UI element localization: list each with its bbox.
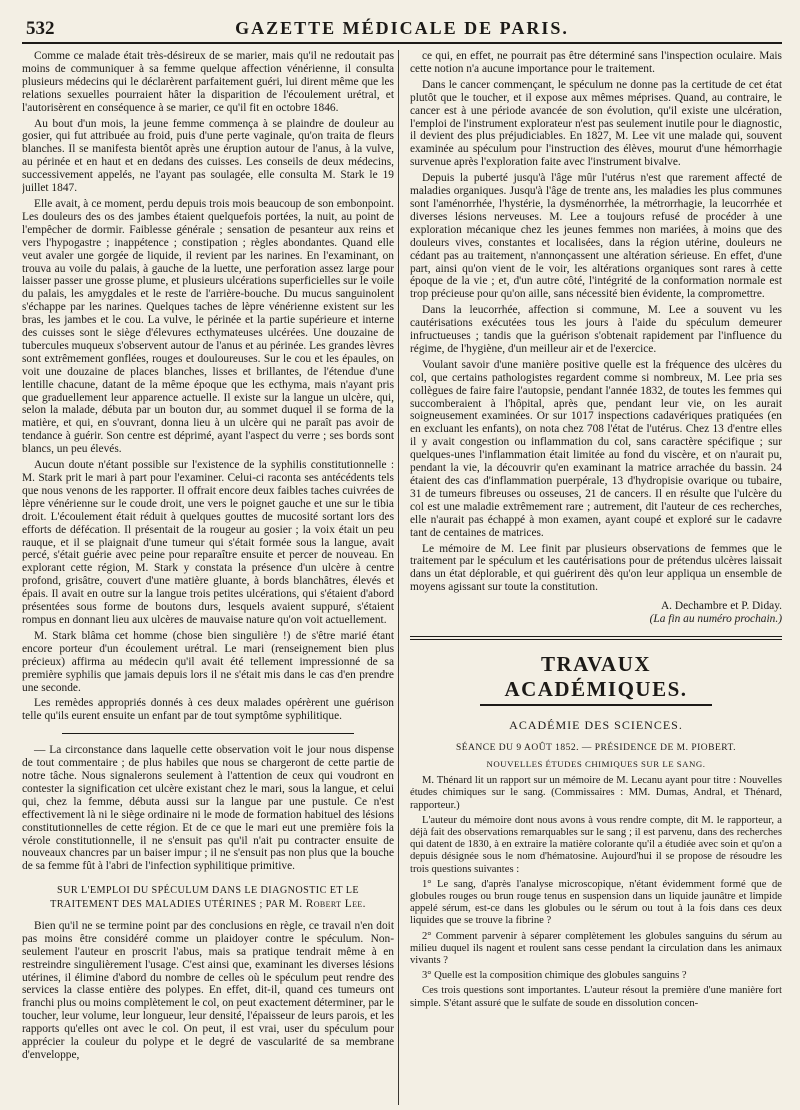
right-column — [410, 50, 782, 1105]
paragraph: M. Stark blâma cet homme (chose bien singulière !) de s'être marié étant encore porteur d'un écoulement urétral. Le mari (renseignement bien plus précieux) affirma au médecin qu'il avait été tellement impressionné de sa première syphilis que jamais depuis lors il ne s'était mis dans le cas d'en prendre une seconde. — [22, 629, 394, 694]
continuation-note: (La fin au numéro prochain.) — [649, 613, 782, 626]
paragraph: 1° Le sang, d'après l'analyse microscopique, n'étant évidemment formé que de globules rouges ou brun rouge tenus en suspension dans un liquide jaunâtre et limpide appelé sérum, est-ce dans les globules ou le sérum ou tout à la fois dans ces deux liquides que se trouve la fibrine ? — [410, 878, 782, 927]
paragraph: Depuis la puberté jusqu'à l'âge mûr l'utérus n'est que rarement affecté de maladies organiques. Jusqu'à l'âge de trente ans, les maladies les plus communes sont l'aménorrhée, l'hystérie, la dysménorrhée, la métrorrhagie, la leucorrhée et diverses lésions nerveuses. M. Lee a toujours refusé de procéder à une exploration mécanique chez les jeunes femmes non mariées, à moins que des douleurs vives, constantes et localisées, dans la région utérine, douleurs ne cédant pas au traitement, n'annonçassent une altération sérieuse. En effet, d'une part, ainsi qu'on vient de le voir, les altérations organiques sont rares à cette époque de la vie ; et, d'un autre côté, l'intégrité de la conformation normale est trop précieuse pour qu'on aille, sans nécessité bien évidente, la compromettre. — [410, 172, 782, 301]
author-signature: A. Dechambre et P. Diday. — [660, 600, 782, 613]
paragraph: Dans la leucorrhée, affection si commune, M. Lee a souvent vu les cautérisations exécutées tous les jours à l'aide du spéculum demeurer infructueuses ; tandis que la guérison s'obtenait rapidement par l'influence du régime, de l'hygiène, d'un meilleur air et de l'exercice. — [410, 304, 782, 355]
academy-heading: ACADÉMIE DES SCIENCES. — [509, 718, 683, 733]
paragraph: Voulant savoir d'une manière positive quelle est la fréquence des ulcères du col, que certains pathologistes regardent comme si nombreux, M. Lee pria ses collègues de faire faire l'autopsie, pendant l'année 1832, de toutes les femmes qui succomberaient à l'hôpital, après que, pendant leur vie, on les aurait soigneusement examinées. Or sur 1017 inspections cadavériques pratiquées (en en excluant les enfants), on nota chez 708 l'état de l'utérus. Chez 13 d'entre elles il y avait congestion ou inflammation du col, sans caractère spécifique ; sur quelques-unes l'inflammation était limitée au fond du viscère, et on n'aurait pu, pendant la vie, la découvrir qu'en examinant la matrice arrachée du bassin. 24 étaient des cas d'inflammation puerpérale, 13 d'hydropisie ovarique ou tubaire, 31 de tumeurs fibreuses ou osseuses, 21 de cancers. Il en résulte que l'ulcère du col est une maladie extrêmement rare ; autrement, dit l'auteur de ces recherches, elle n'aurait pas échappé à mon examen, ayant coupé et exploré sur le cadavre tant de centaines de matrices. — [410, 358, 782, 539]
paragraph: Au bout d'un mois, la jeune femme commença à se plaindre de douleur au gosier, qui fut attribuée au froid, puis d'une perte vaginale, qu'on traita de fleurs blanches. Il se manifesta bientôt après une éruption autour de l'anus, à la vulve, au périnée et en haut et en dedans des cuisses. Les conseils de deux médecins, successivement appelés, ne l'ayant pas soulagée, elle consulta M. Stark le 19 juillet 1847. — [22, 117, 394, 195]
paragraph: 3° Quelle est la composition chimique des globules sanguins ? — [422, 970, 687, 982]
paragraph: — La circonstance dans laquelle cette observation voit le jour nous dispense de tout commentaire ; de plus habiles que nous se chargeront de cette partie de notre tâche. Nous signalerons seulement à l'attention de ceux qui voudront en contester la signification cet ulcère existant chez le mari, sous la langue, et celui qui, chez la femme, débuta aussi sur la langue par une pustule. Ce n'est effectivement là ni le siège ordinaire ni le mode de formation habituel des lésions constitutionnelles de cette région. Et de ce que le mari eut une première fois la vérole constitutionnelle, il ne s'ensuit pas qu'il n'ait pu contracter ensuite de nouveaux chancres par un baiser impur ; il ne s'ensuit pas non plus que la bouche de sa femme fût à l'abri de l'infection syphilitique primitive. — [22, 744, 394, 873]
left-column — [22, 50, 394, 1105]
double-divider — [410, 636, 782, 640]
paragraph: L'auteur du mémoire dont nous avons à vous rendre compte, dit M. le rapporteur, a déjà fait des observations remarquables sur le sang ; il est parvenu, dans des recherches qui datent de 1830, à en extraire la matière colorante qu'il a étudiée avec soin et qu'on a depuis désignée sous le nom d'hématosine. Aujourd'hui il se propose de résoudre les trois questions suivantes : — [410, 814, 782, 875]
travaux-title: TRAVAUX ACADÉMIQUES. — [480, 652, 712, 706]
paragraph: Aucun doute n'étant possible sur l'existence de la syphilis constitutionnelle : M. Stark prit le mari à part pour l'examiner. Celui-ci raconta ses antécédents tels que nous venons de les rapporter. Il offrait encore deux faibles taches cuivrées de lèpre vénérienne sur le coude droit, une vers le poignet gauche et une sur le tibia droit. L'écoulement était réduit à quelques gouttes de mucosité sortant lors des efforts de défécation. Il présentait de la rougeur au gosier ; la voix était un peu rauque, et il se plaignait d'une tumeur qui s'était formée sous la langue, avait percé, s'était guérie avec peine pour reparaître ensuite et percer de nouveau. En explorant cette région, M. Stark y constata la présence d'un ulcère à centre profond, grisâtre, couvert d'une matière gluante, à bords blanchâtres, élevés et épais. Il avait en outre sur la langue trois petites ulcérations, qui s'étaient d'abord présentées sous forme de boutons durs, lesquels avaient suppuré, s'étaient rompus en donnant lieu aux ulcères de mauvaise nature qu'on voit actuellement. — [22, 459, 394, 626]
paragraph: Les remèdes appropriés donnés à ces deux malades opérèrent une guérison telle qu'ils eurent ensuite un enfant par de tout symptôme syphilitique. — [22, 697, 394, 723]
divider — [62, 733, 354, 734]
section-heading — [22, 885, 394, 912]
section-title: SUR L'EMPLOI DU SPÉCULUM DANS LE DIAGNOSTIC ET LE TRAITEMENT DES MALADIES UTÉRINES ; PAR — [50, 885, 359, 911]
paragraph: Le mémoire de M. Lee finit par plusieurs observations de femmes que le traitement par le spéculum et les cautérisations pour de prétendus ulcères laissait dans un état déplorable, et qui guérirent dès qu'on leur appliqua un ensemble de moyens agissant sur toute la constitution. — [410, 542, 782, 594]
academy-report — [410, 775, 782, 1010]
paragraph: Comme ce malade était très-désireux de se marier, mais qu'il ne redoutait pas moins de communiquer à sa femme quelque affection vénérienne, il consulta plusieurs médecins qui le déclarèrent parfaitement guéri, lui dirent même que les relations sexuelles pourraient hâter la disparition de l'écoulement urétral, et l'autorisèrent en conséquence à se marier, ce qu'il fit en octobre 1846. — [22, 50, 394, 114]
paragraph: 2° Comment parvenir à séparer complètement les globules sanguins du sérum au milieu duquel ils nagent et roulent sans cesse pendant la circulation dans les animaux vivants ? — [410, 930, 782, 966]
topic-heading: NOUVELLES ÉTUDES CHIMIQUES SUR LE SANG. — [486, 759, 706, 770]
journal-title: GAZETTE MÉDICALE DE PARIS. — [235, 18, 569, 38]
page-number: 532 — [26, 18, 55, 39]
page-header — [22, 16, 782, 44]
paragraph: Elle avait, à ce moment, perdu depuis trois mois beaucoup de son embonpoint. Les douleurs des os des jambes étaient quelquefois portées, la nuit, au point de l'empêcher de dormir. Faiblesse générale ; sensation de pesanteur aux reins et vers l'hypogastre ; inappétence ; constipation ; règles abondantes. Quand elle veut avaler une gorgée de liquide, il revient par les narines. En l'examinant, on trouva au voile du palais, à gauche de la luette, une perforation assez large pour laisser passer une grosse plume, et plusieurs ulcérations superficielles sur le voile du palais, les amygdales et le reste de l'arrière-bouche. Du mucus sanguinolent s'échappe par les narines. Quelques taches de lèpre vénérienne existent sur les bras, les jambes et le cou. La vulve, le périnée et la partie supérieure et interne des cuisses sont le siège d'élevures ecthymateuses ulcérées. Une douzaine de tubercules muqueux s'observent autour de l'anus et au périnée. Les grandes lèvres sont extrêmement gonflées, rouges et douloureuses. Sur le cou et les épaules, on voit une douzaine de places blanches, lisses et brillantes, de l'étendue d'une lentille chacune, datant de la même époque que les ecthyma, mais n'ayant pris que graduellement leur apparence actuelle. Il existe sur la langue un ulcère, qui, selon la malade, débuta par un bouton dur, au sommet duquel il se forma de la matière, et qui, en s'ouvrant, donna lieu à un ulcère qui ne paraît pas avoir de tendance à guérir. Son centre est déprimé, ayant l'aspect du verre ; ses bords sont blancs, un peu élevés. — [22, 197, 394, 456]
paragraph: Dans le cancer commençant, le spéculum ne donne pas la certitude de cet état plutôt que le toucher, et il expose aux mêmes méprises. Quand, au contraire, le cancer est à une période avancée de son évolution, qu'il existe une ulcération, l'emploi de l'instrument explorateur n'est pas seulement inutile pour le diagnostic, il devient des plus préjudiciables. En 1827, M. Lee vit une malade qui, souvent examinée au spéculum pour l'instruction des élèves, mourut d'une hémorrhagie survenue après l'exploration faite avec l'instrument bivalve. — [410, 78, 782, 169]
paragraph: ce qui, en effet, ne pourrait pas être déterminé sans l'inspection oculaire. Mais cette notion n'a aucune importance pour le traitement. — [410, 50, 782, 75]
session-line: SÉANCE DU 9 AOÛT 1852. — PRÉSIDENCE DE M. PIOBERT. — [455, 743, 737, 754]
paragraph: M. Thénard lit un rapport sur un mémoire de M. Lecanu ayant pour titre : Nouvelles études chimiques sur le sang. (Commissaires : MM. Dumas, Andral, et Thénard, rapporteur.) — [410, 775, 782, 811]
section-author: M. Robert Lee. — [288, 898, 366, 911]
column-divider — [398, 50, 399, 1105]
paragraph: Bien qu'il ne se termine point par des conclusions en règle, ce travail n'en doit pas moins être considéré comme un plaidoyer contre le spéculum. Non-seulement l'auteur en proscrit l'abus, mais sa pratique tendrait même à en restreindre singulièrement l'usage. C'est ainsi que, examinant les diverses lésions utérines, il élimine d'abord du nombre de celles où le spéculum peut rendre des services la classe entière des polypes. En effet, dit-il, quand ces tumeurs ont franchi plus ou moins complètement le col, on peut exactement déterminer, par le toucher, leur volume, leur longueur, leur densité, l'épaisseur de leurs parois, et les rapports qu'elles ont avec le col. On peut, il est vrai, user du spéculum pour apprécier la couleur du polype et le degré de vascularité de sa membrane d'enveloppe, — [22, 919, 394, 1061]
paragraph: Ces trois questions sont importantes. L'auteur résout la première d'une manière fort simple. S'étant assuré que le sulfate de soude en dissolution concen- — [410, 985, 782, 1009]
